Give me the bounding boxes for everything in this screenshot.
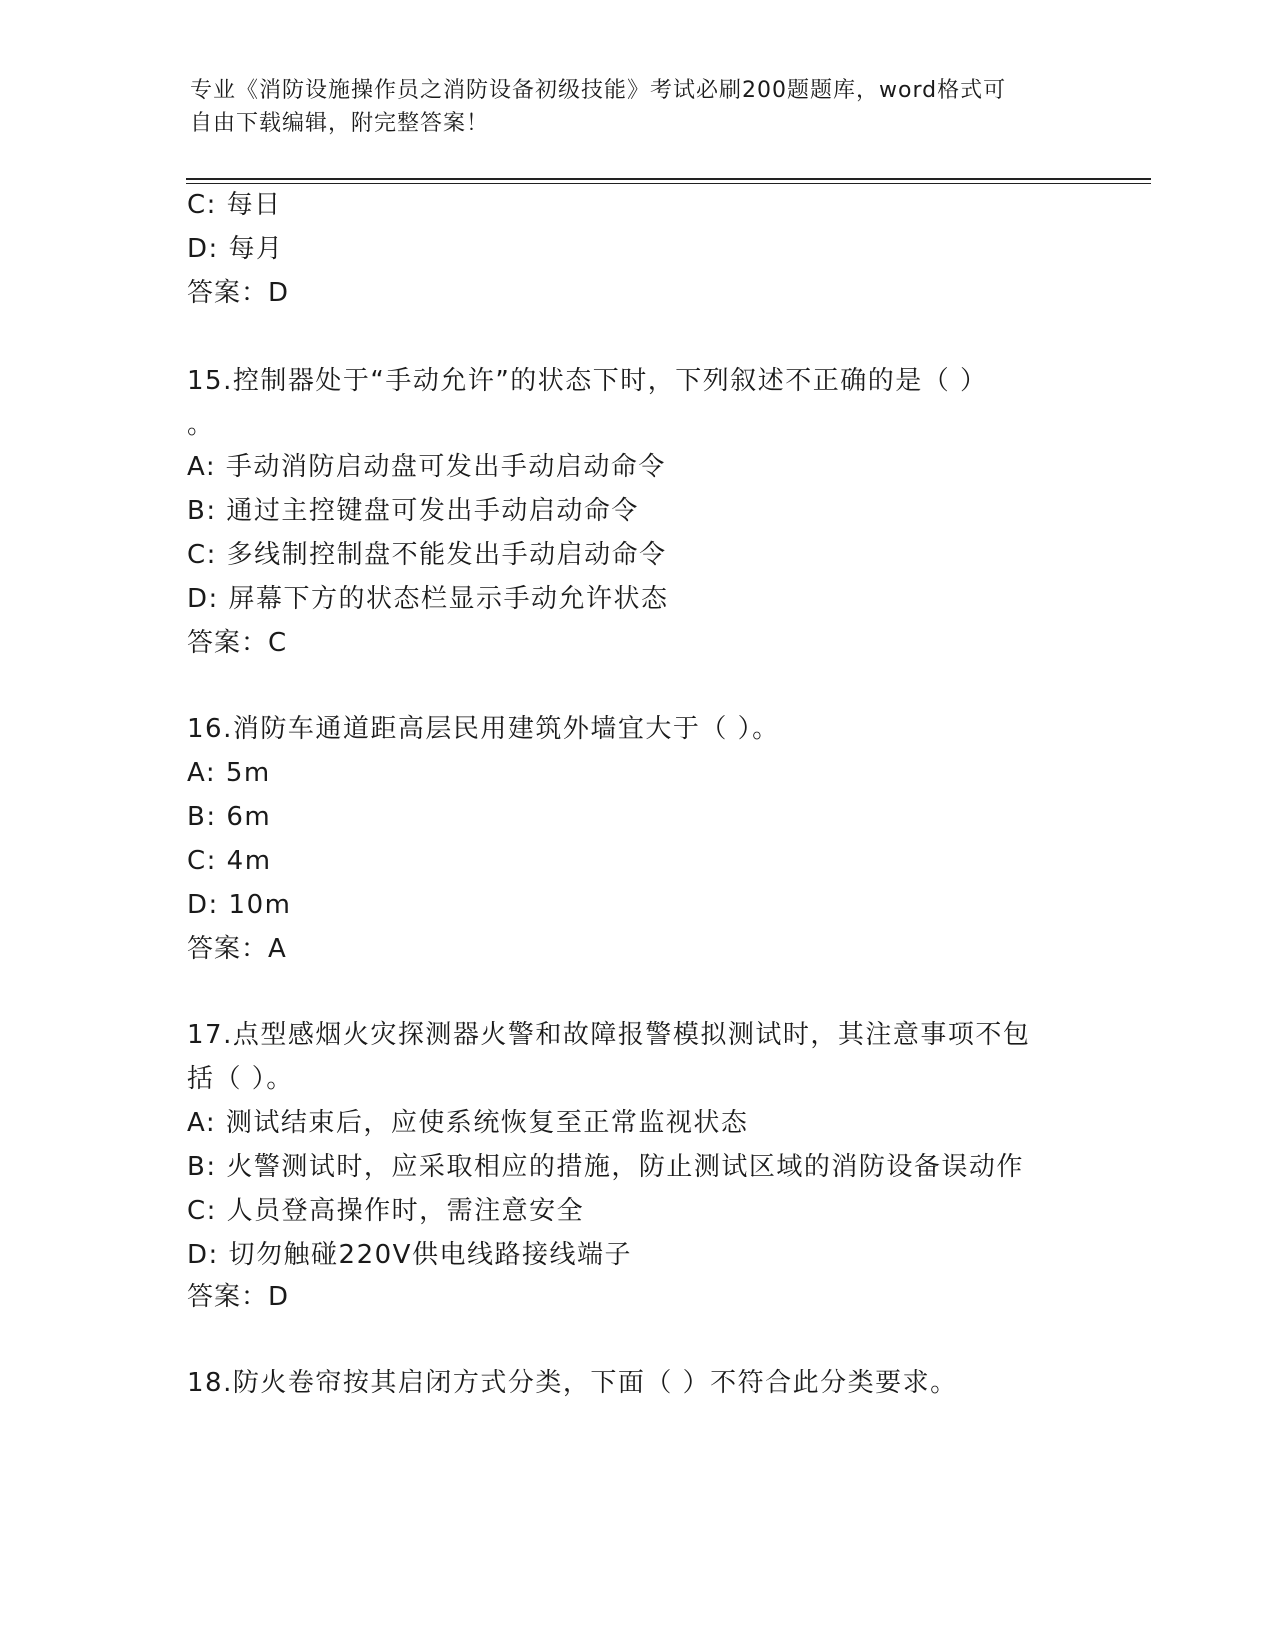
q16-option-b: B: 6m	[187, 802, 272, 832]
q15-stem: 15.控制器处于“手动允许”的状态下时，下列叙述不正确的是（ ）	[187, 366, 988, 396]
header-divider-thin	[186, 183, 1151, 184]
q17-option-a: A: 测试结束后，应使系统恢复至正常监视状态	[187, 1108, 749, 1138]
q14-answer: 答案：D	[187, 278, 290, 308]
q17-answer: 答案：D	[187, 1282, 290, 1312]
q15-option-c: C: 多线制控制盘不能发出手动启动命令	[187, 540, 667, 570]
q16-option-d: D: 10m	[187, 890, 292, 920]
q17-stem: 17.点型感烟火灾探测器火警和故障报警模拟测试时，其注意事项不包	[187, 1020, 1031, 1050]
q15-option-a: A: 手动消防启动盘可发出手动启动命令	[187, 452, 666, 482]
q14-option-d: D: 每月	[187, 234, 284, 264]
q15-option-d: D: 屏幕下方的状态栏显示手动允许状态	[187, 584, 669, 614]
header-title-line-2: 自由下载编辑，附完整答案！	[190, 111, 490, 136]
q17-option-b: B: 火警测试时，应采取相应的措施，防止测试区域的消防设备误动作	[187, 1152, 1024, 1182]
q17-option-c: C: 人员登高操作时，需注意安全	[187, 1196, 585, 1226]
q16-option-a: A: 5m	[187, 758, 271, 788]
q16-stem: 16.消防车通道距高层民用建筑外墙宜大于（ ）。	[187, 714, 780, 744]
q18-stem: 18.防火卷帘按其启闭方式分类，下面（ ）不符合此分类要求。	[187, 1368, 958, 1398]
header-divider-thick	[186, 178, 1151, 180]
q15-answer: 答案：C	[187, 628, 288, 658]
q14-option-c: C: 每日	[187, 190, 282, 220]
q17-stem-continued: 括（ ）。	[187, 1064, 294, 1094]
header-title-line-1: 专业《消防设施操作员之消防设备初级技能》考试必刷200题题库，word格式可	[190, 78, 1007, 103]
q16-answer: 答案：A	[187, 934, 287, 964]
document-header	[190, 74, 1070, 140]
q15-option-b: B: 通过主控键盘可发出手动启动命令	[187, 496, 639, 526]
q16-option-c: C: 4m	[187, 846, 272, 876]
q17-option-d: D: 切勿触碰220V供电线路接线端子	[187, 1240, 632, 1270]
q15-stem-continued: 。	[187, 410, 215, 440]
